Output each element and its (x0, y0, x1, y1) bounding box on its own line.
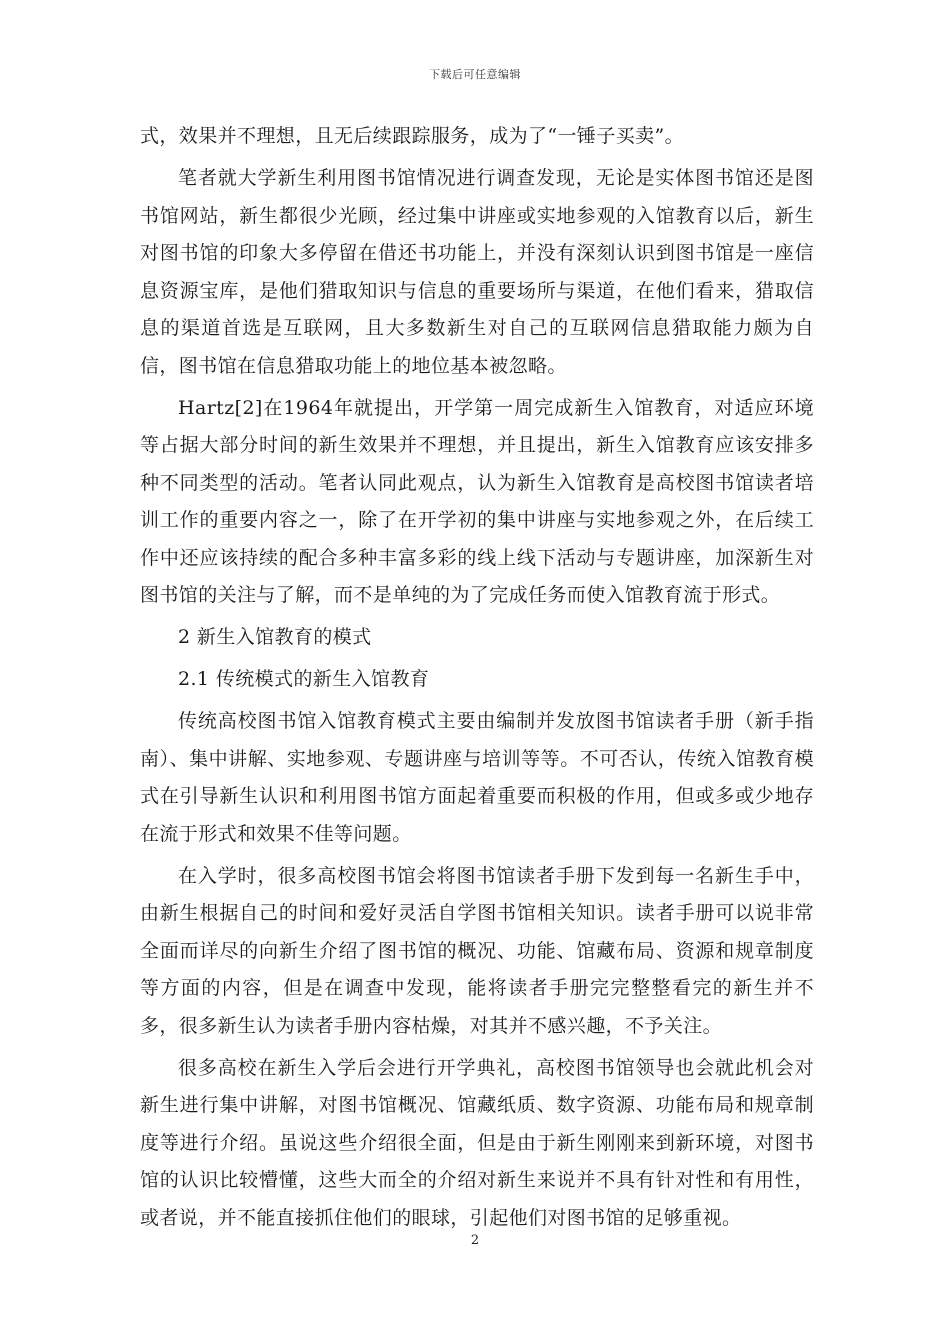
paragraph: Hartz[2]在1964年就提出，开学第一周完成新生入馆教育，对适应环境等占据大部分时间的新生效果并不理想，并且提出，新生入馆教育应该安排多种不同类型的活动。笔者认同此观点，认为新生入馆教育是高校图书馆读者培训工作的重要内容之一，除了在开学初的集中讲座与实地参观之外，在后续工作中还应该持续的配合多种丰富多彩的线上线下活动与专题讲座，加深新生对图书馆的关注与了解，而不是单纯的为了完成任务而使入馆教育流于形式。 (140, 396, 814, 606)
page-header: 下载后可任意编辑 (429, 68, 521, 81)
paragraph: 笔者就大学新生利用图书馆情况进行调查发现，无论是实体图书馆还是图书馆网站，新生都很少光顾，经过集中讲座或实地参观的入馆教育以后，新生对图书馆的印象大多停留在借还书功能上，并没有深刻认识到图书馆是一座信息资源宝库，是他们猎取知识与信息的重要场所与渠道，在他们看来，猎取信息的渠道首选是互联网，且大多数新生对自己的互联网信息猎取能力颇为自信，图书馆在信息猎取功能上的地位基本被忽略。 (140, 167, 814, 377)
page-number: 2 (470, 1233, 480, 1248)
section-heading: 2 新生入馆教育的模式 (178, 626, 372, 648)
document-body (140, 118, 814, 1242)
paragraph: 很多高校在新生入学后会进行开学典礼，高校图书馆领导也会就此机会对新生进行集中讲解，对图书馆概况、馆藏纸质、数字资源、功能布局和规章制度等进行介绍。虽说这些介绍很全面，但是由于新生刚刚来到新环境，对图书馆的认识比较懵懂，这些大而全的介绍对新生来说并不具有针对性和有用性，或者说，并不能直接抓住他们的眼球，引起他们对图书馆的足够重视。 (140, 1056, 814, 1229)
paragraph: 在入学时，很多高校图书馆会将图书馆读者手册下发到每一名新生手中，由新生根据自己的时间和爱好灵活自学图书馆相关知识。读者手册可以说非常全面而详尽的向新生介绍了图书馆的概况、功能、馆藏布局、资源和规章制度等方面的内容，但是在调查中发现，能将读者手册完完整整看完的新生并不多，很多新生认为读者手册内容枯燥，对其并不感兴趣，不予关注。 (140, 864, 814, 1037)
paragraph-continuation: 式，效果并不理想，且无后续跟踪服务，成为了“一锤子买卖”。 (140, 125, 685, 147)
subsection-heading: 2.1 传统模式的新生入馆教育 (178, 668, 430, 690)
paragraph: 传统高校图书馆入馆教育模式主要由编制并发放图书馆读者手册（新手指南）、集中讲解、实地参观、专题讲座与培训等等。不可否认，传统入馆教育模式在引导新生认识和利用图书馆方面起着重要而积极的作用，但或多或少地存在流于形式和效果不佳等问题。 (140, 710, 814, 845)
